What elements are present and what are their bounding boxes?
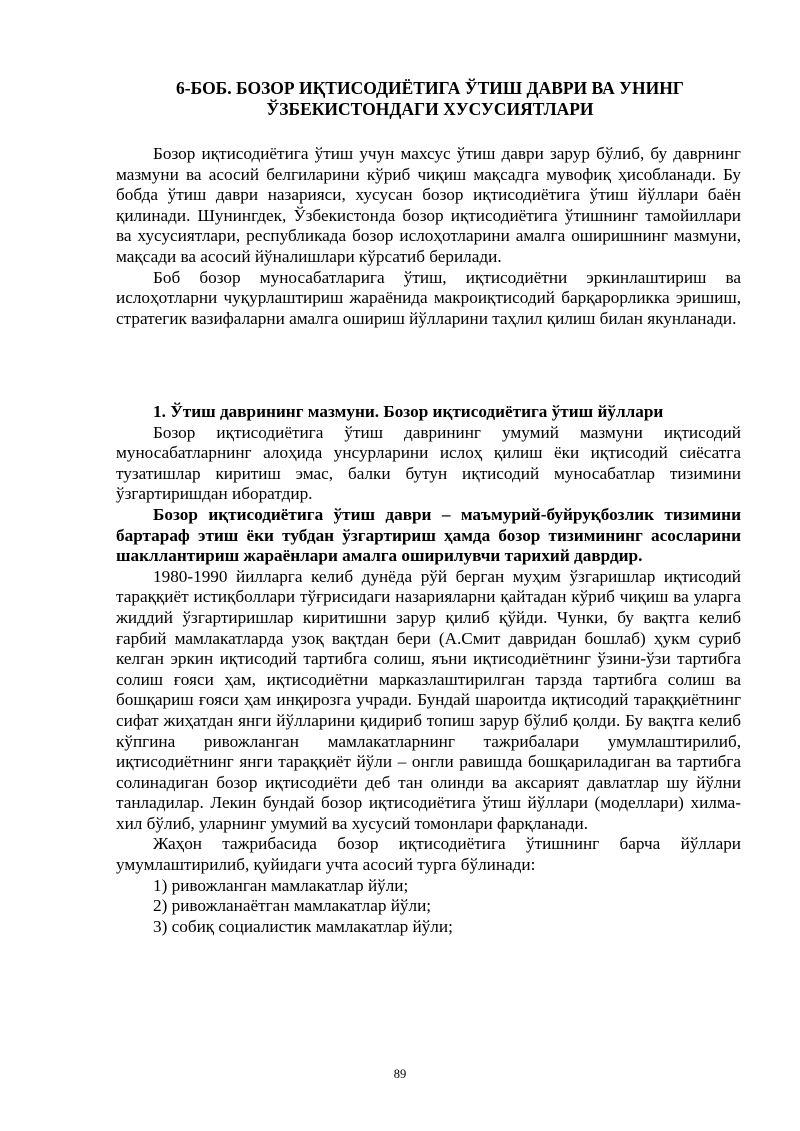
intro-paragraph: Боб бозор муносабатларига ўтиш, иқтисодиётни эркинлаштириш ва ислоҳотларни чуқурлаштириш жараёнида макроиқтисодий барқарорликка эришиш, стратегик вазифаларни амалга ошириш йўлларини таҳлил қилиш билан якунланади. — [116, 267, 741, 328]
list-item: 3) собиқ социалистик мамлакатлар йўли; — [153, 916, 453, 936]
definition-paragraph: Бозор иқтисодиётига ўтиш даври – маъмурий-буйруқбозлик тизимини бартараф этиш ёки тубдан ўзгартириш ҳамда бозор тизимининг асосларини шакллантириш жараёнлари амалга оширилувчи тарихий даврдир. — [116, 504, 741, 566]
chapter-intro — [116, 144, 741, 329]
list-item: 1) ривожланган мамлакатлар йўли; — [153, 875, 409, 895]
chapter-title — [110, 78, 750, 119]
chapter-title-line-1: 6-БОБ. БОЗОР ИҚТИСОДИЁТИГА ЎТИШ ДАВРИ ВА УНИНГ — [176, 78, 684, 98]
list-item: 2) ривожланаётган мамлакатлар йўли; — [153, 896, 432, 916]
intro-paragraph: Бозор иқтисодиётига ўтиш учун махсус ўтиш даври зарур бўлиб, бу даврнинг мазмуни ва асосий белгиларини кўриб чиқиш мақсадга мувофиқ ҳисобланади. Бу бобда ўтиш даври назарияси, хусусан бозор иқтисодиётига ўтиш йўллари баён қилинади. Шунингдек, Ўзбекистонда бозор иқтисодиётига ўтишнинг тамойиллари ва хусусиятлари, республикада бозор ислоҳотларини амалга оширишнинг мазмуни, мақсади ва асосий йўналишлари кўрсатиб берилади. — [116, 144, 741, 266]
section-paragraph: 1980-1990 йилларга келиб дунёда рўй берган муҳим ўзгаришлар иқтисодий тараққиёт истиқболлари тўғрисидаги назарияларни қайтадан кўриб чиқиш ва уларга жиддий ўзгартиришлар киритишни зарур қилиб қўйди. Чунки, бу вақтга келиб ғарбий мамлакатларда узоқ вақтдан бери (А.Смит давридан бошлаб) ҳукм суриб келган эркин иқтисодий тартибга солиш, яъни иқтисодиётнинг ўзини-ўзи тартибга солиш ғояси ҳам, иқтисодиётни марказлаштирилган тарзда тартибга солиш ва бошқариш ғояси ҳам инқирозга учради. Бундай шароитда иқтисодий тараққиётнинг сифат жиҳатдан янги йўлларини қидириб топиш зарур бўлиб қолди. Бу вақтга келиб кўпгина ривожланган мамлакатларнинг тажрибалари умумлаштирилиб, иқтисодиётнинг янги тараққиёт йўли – онгли равишда бошқариладиган ва тартибга солинадиган бозор иқтисодиёти деб тан олинди ва аксарият давлатлар шу йўлни танладилар. Лекин бундай бозор иқтисодиётига ўтиш йўллари (моделлари) хилма-хил бўлиб, уларнинг умумий ва хусусий томонлари фарқланади. — [116, 566, 741, 833]
section-heading: 1. Ўтиш даврининг мазмуни. Бозор иқтисодиётига ўтиш йўллари — [153, 402, 664, 421]
page-number: 89 — [393, 1067, 407, 1081]
section-1 — [116, 402, 741, 937]
chapter-title-line-2: ЎЗБЕКИСТОНДАГИ ХУСУСИЯТЛАРИ — [266, 98, 594, 119]
section-paragraph: Бозор иқтисодиётига ўтиш даврининг умумий мазмуни иқтисодий муносабатларнинг алоҳида унсурларини ислоҳ қилиш ёки иқтисодий сиёсатга тузатишлар киритиш эмас, балки бутун иқтисодий муносабатлар тизимини ўзгартиришдан иборатдир. — [116, 422, 741, 504]
section-paragraph: Жаҳон тажрибасида бозор иқтисодиётига ўтишнинг барча йўллари умумлаштирилиб, қуйидаги учта асосий турга бўлинади: — [116, 834, 741, 875]
